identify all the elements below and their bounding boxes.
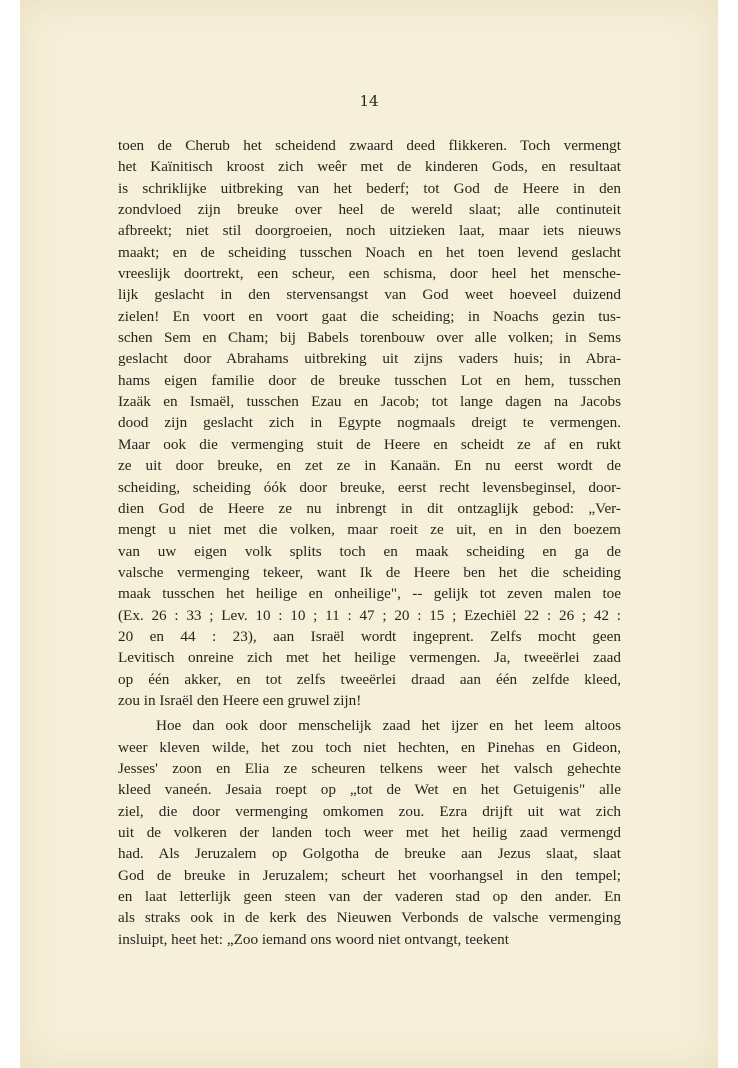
text-line: valsche vermenging tekeer, want Ik de Heere ben het die scheiding — [118, 563, 621, 581]
text-line: dood zijn geslacht zich in Egypte nogmaals dreigt te vermengen. — [118, 414, 621, 432]
text-line: op één akker, en tot zelfs tweeërlei draad aan één zelfde kleed, — [118, 670, 621, 688]
text-line: Hoe dan ook door menschelijk zaad het ijzer en het leem altoos — [156, 717, 621, 735]
text-line: uit de volkeren der landen toch weer met het heilig zaad vermengd — [118, 824, 621, 841]
text-line: zondvloed zijn breuke over heel de wereld slaat; alle continuteit — [118, 201, 621, 219]
text-line: lijk geslacht in den stervensangst van God weet hoeveel duizend — [118, 286, 621, 304]
text-line: het Kaïnitisch kroost zich weêr met de kinderen Gods, en resultaat — [118, 158, 621, 176]
text-line: toen de Cherub het scheidend zwaard deed flikkeren. Toch vermengt — [118, 137, 621, 154]
book-page — [20, 0, 718, 1068]
text-line: zielen! En voort en voort gaat die scheiding; in Noachs gezin tus- — [118, 307, 621, 325]
text-line: als straks ook in de kerk des Nieuwen Verbonds de valsche vermenging — [118, 909, 621, 927]
text-line: is schriklijke uitbreking van het bederf; tot God de Heere in den — [118, 179, 621, 197]
text-line: God de breuke in Jeruzalem; scheurt het voorhangsel in den tempel; — [118, 866, 621, 884]
text-line: maakt; en de scheiding tusschen Noach en het toen levend geslacht — [118, 243, 621, 261]
text-line: dien God de Heere ze nu inbrengt in dit ontzaglijk gebod: „Ver- — [118, 499, 621, 517]
text-line: ze uit door breuke, en zet ze in Kanaän. En nu eerst wordt de — [118, 457, 621, 475]
text-line: zou in Israël den Heere een gruwel zijn! — [118, 691, 362, 709]
paragraph — [118, 715, 621, 950]
text-line: afbreekt; niet stil doorgroeien, noch uitzieken laat, maar iets nieuws — [118, 222, 621, 240]
text-line: Izaäk en Ismaël, tusschen Ezau en Jacob; tot lange dagen na Jacobs — [118, 393, 621, 411]
text-line: geslacht door Abrahams uitbreking uit zijns vaders huis; in Abra- — [118, 350, 621, 368]
text-line: schen Sem en Cham; bij Babels torenbouw over alle volken; in Sems — [118, 329, 621, 347]
text-line: insluipt, heet het: „Zoo iemand ons woord niet ontvangt, teekent — [118, 930, 509, 948]
text-line: Jesses' zoon en Elia ze scheuren telkens weer het valsch gehechte — [118, 759, 621, 777]
body-text — [118, 135, 621, 950]
text-line: mengt u niet met die volken, maar roeit ze uit, en in den boezem — [118, 521, 621, 539]
text-line: 20 en 44 : 23), aan Israël wordt ingeprent. Zelfs mocht geen — [118, 627, 621, 645]
text-line: en laat letterlijk geen steen van der vaderen stad op den ander. En — [118, 888, 621, 906]
text-line: vreeslijk doortrekt, een scheur, een schisma, door heel het mensche- — [118, 265, 621, 283]
text-line: van uw eigen volk splits toch en maak scheiding en ga de — [118, 542, 621, 560]
page-number: 14 — [359, 92, 379, 110]
text-line: (Ex. 26 : 33 ; Lev. 10 : 10 ; 11 : 47 ; 20 : 15 ; Ezechiël 22 : 26 ; 42 : — [118, 606, 621, 624]
text-line: hams eigen familie door de breuke tusschen Lot en hem, tusschen — [118, 371, 621, 389]
text-line: weer kleven wilde, het zou toch niet hechten, en Pinehas en Gideon, — [118, 738, 621, 756]
text-line: had. Als Jeruzalem op Golgotha de breuke aan Jezus slaat, slaat — [118, 845, 621, 863]
text-line: Levitisch onreine zich met het heilige vermengen. Ja, tweeërlei zaad — [118, 649, 621, 667]
text-line: ziel, die door vermenging omkomen zou. Ezra drijft uit wat zich — [118, 802, 621, 820]
text-line: scheiding, scheiding óók door breuke, eerst recht levensbeginsel, door- — [118, 478, 621, 496]
text-line: Maar ook die vermenging stuit de Heere en scheidt ze af en rukt — [118, 435, 621, 453]
text-line: kleed vaneén. Jesaia roept op „tot de Wet en het Getuigenis" alle — [118, 781, 621, 799]
paragraph — [118, 135, 621, 711]
text-line: maak tusschen het heilige en onheilige", -- gelijk tot zeven malen toe — [118, 585, 621, 603]
